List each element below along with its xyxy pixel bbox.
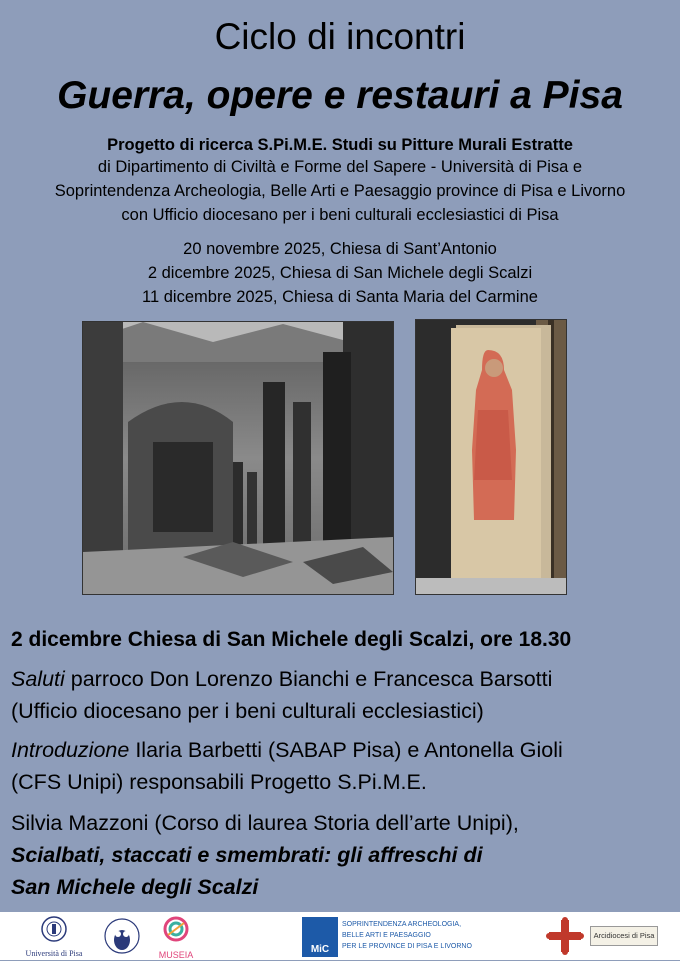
page-title: Guerra, opere e restauri a Pisa	[57, 74, 623, 117]
museia-logo	[156, 915, 196, 959]
intro-line	[11, 738, 563, 763]
mic-badge	[302, 917, 338, 957]
project-line: Progetto di ricerca S.Pi.M.E. Studi su Pitture Murali Estratte	[107, 136, 573, 154]
affiliation-line: con Ufficio diocesano per i beni culturali ecclesiastici di Pisa	[121, 206, 559, 224]
date-line: 11 dicembre 2025, Chiesa di Santa Maria del Carmine	[142, 288, 538, 306]
sabap-line: PER LE PROVINCE DI PISA E LIVORNO	[342, 943, 472, 950]
unipi-label: Università di Pisa	[25, 949, 83, 958]
greeting-label: Saluti	[11, 667, 65, 691]
talk-title-line: Scialbati, staccati e smembrati: gli affreschi di	[11, 843, 483, 867]
affiliation-line: Soprintendenza Archeologia, Belle Arti e Paesaggio province di Pisa e Livorno	[54, 182, 626, 200]
sabap-logo	[302, 915, 472, 959]
speaker-line: Silvia Mazzoni (Corso di laurea Storia dell’arte Unipi),	[11, 811, 519, 835]
footer-logos	[0, 912, 680, 960]
fresco-panel-photo	[415, 319, 567, 595]
series-title: Ciclo di incontri	[214, 16, 466, 57]
talk-title-line: San Michele degli Scalzi	[11, 875, 259, 899]
church-ruins-photo	[82, 321, 394, 595]
archdiocese-logo	[590, 926, 658, 946]
intro-line-2: (CFS Unipi) responsabili Progetto S.Pi.M.E.	[11, 770, 427, 794]
mic-label: MiC	[310, 944, 330, 955]
owl-emblem-logo	[104, 916, 140, 956]
intro-text: Ilaria Barbetti (SABAP Pisa) e Antonella Gioli	[129, 738, 563, 762]
greeting-line-2: (Ufficio diocesano per i beni culturali ecclesiastici)	[11, 699, 484, 723]
date-line: 20 novembre 2025, Chiesa di Sant’Antonio	[183, 240, 497, 258]
affiliation-line: di Dipartimento di Civiltà e Forme del Sapere - Università di Pisa e	[97, 158, 583, 176]
archdiocese-label: Arcidiocesi di Pisa	[593, 931, 655, 940]
unipi-logo	[18, 914, 90, 958]
greeting-line	[11, 667, 552, 692]
event-heading: 2 dicembre Chiesa di San Michele degli Scalzi, ore 18.30	[11, 628, 572, 651]
date-line: 2 dicembre 2025, Chiesa di San Michele degli Scalzi	[147, 264, 533, 282]
sabap-line: SOPRINTENDENZA ARCHEOLOGIA,	[342, 921, 462, 928]
intro-label: Introduzione	[11, 738, 130, 762]
greeting-text: parroco Don Lorenzo Bianchi e Francesca Barsotti	[64, 667, 553, 691]
pisan-cross-logo	[545, 916, 585, 956]
sabap-line: BELLE ARTI E PAESAGGIO	[342, 932, 431, 939]
museia-label: MUSEIA	[158, 950, 194, 960]
